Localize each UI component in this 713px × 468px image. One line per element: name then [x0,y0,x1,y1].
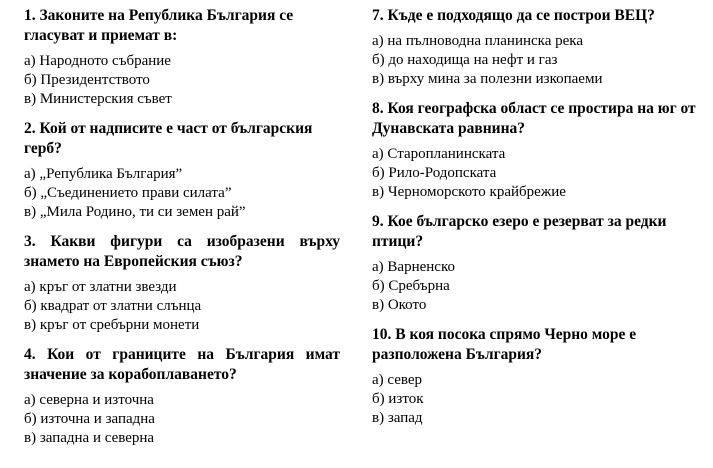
answer-letter: в) [24,317,37,333]
answer-letter: а) [372,146,384,162]
question-2 [24,119,340,222]
answer-a [24,165,340,184]
answer-c [372,70,698,89]
answer-letter: в) [372,71,385,87]
answer-list [372,258,698,315]
answer-c [372,296,698,315]
question-title [372,6,698,26]
question-number: 3. [24,233,36,250]
answer-list [372,32,698,89]
answer-text: Старопланинската [387,146,506,162]
question-text: В коя посока спрямо Черно море е разположена България? [372,326,637,363]
answer-letter: б) [24,298,37,314]
answer-a [372,32,698,51]
answer-letter: в) [24,204,37,220]
answer-list [372,371,698,428]
answer-letter: б) [372,165,385,181]
question-4 [24,345,340,448]
question-title [372,325,698,365]
answer-b [24,297,340,316]
answer-b [372,277,698,296]
question-text: Коя географска област се простира на юг от Дунавската равнина? [372,100,696,137]
question-text: Къде е подходящо да се построи ВЕЦ? [387,7,655,24]
right-column [372,6,698,438]
answer-text: Президентството [40,72,150,88]
answer-text: кръг от сребърни монети [39,317,200,333]
answer-a [24,52,340,71]
answer-text: кръг от златни звезди [39,279,177,295]
question-3 [24,232,340,335]
answer-letter: а) [372,259,384,275]
answer-letter: б) [372,391,385,407]
question-title [372,99,698,139]
answer-list [372,145,698,202]
question-1 [24,6,340,109]
answer-text: Министерския съвет [39,91,172,107]
answer-c [24,90,340,109]
answer-letter: б) [24,411,37,427]
answer-letter: в) [372,184,385,200]
question-7 [372,6,698,89]
question-number: 7. [372,7,384,24]
answer-text: север [387,372,423,388]
answer-letter: в) [372,297,385,313]
answer-text: Варненско [387,259,455,275]
question-title [24,345,340,385]
answer-b [372,51,698,70]
question-title [372,212,698,252]
answer-b [372,390,698,409]
answer-a [372,258,698,277]
answer-b [24,184,340,203]
question-title [24,119,340,159]
answer-letter: б) [372,278,385,294]
answer-text: Сребърна [388,278,450,294]
answer-a [24,391,340,410]
answer-c [372,409,698,428]
question-title [24,6,340,46]
answer-b [24,410,340,429]
question-title [24,232,340,272]
answer-text: северна и източна [39,392,154,408]
answer-a [372,145,698,164]
answer-b [372,164,698,183]
question-text: Кои от границите на България имат значение за корабоплаването? [24,346,340,383]
answer-letter: а) [24,392,36,408]
question-number: 9. [372,213,384,230]
answer-letter: б) [24,72,37,88]
question-number: 10. [372,326,392,343]
answer-text: източна и западна [40,411,155,427]
answer-letter: в) [24,430,37,446]
question-number: 8. [372,100,384,117]
answer-letter: в) [372,410,385,426]
answer-c [372,183,698,202]
answer-c [24,203,340,222]
answer-text: „Република България” [39,166,183,182]
answer-text: Окото [387,297,427,313]
answer-text: до находища на нефт и газ [388,52,558,68]
answer-text: „Мила Родино, ти си земен рай” [39,204,246,220]
answer-text: върху мина за полезни изкопаеми [387,71,603,87]
answer-list [24,278,340,335]
question-text: Законите на Република България се гласуват и приемат в: [24,7,294,44]
question-10 [372,325,698,428]
answer-text: западна и северна [39,430,155,446]
answer-text: запад [387,410,423,426]
answer-letter: а) [24,166,36,182]
answer-c [24,316,340,335]
answer-text: „Съединението прави силата” [40,185,232,201]
question-number: 2. [24,120,36,137]
answer-a [24,278,340,297]
answer-text: изток [388,391,424,407]
question-text: Кой от надписите е част от българския герб? [24,120,313,157]
answer-text: на пълноводна планинска река [387,33,584,49]
answer-list [24,391,340,448]
answer-c [24,429,340,448]
answer-letter: б) [372,52,385,68]
answer-list [24,165,340,222]
answer-text: квадрат от златни слънца [40,298,202,314]
question-text: Какви фигури са изобразени върху знамето на Европейския съюз? [24,233,341,270]
answer-letter: б) [24,185,37,201]
question-number: 4. [24,346,36,363]
left-column [24,6,340,458]
question-number: 1. [24,7,36,24]
answer-text: Рило-Родопската [388,165,497,181]
answer-b [24,71,340,90]
answer-letter: а) [372,33,384,49]
question-8 [372,99,698,202]
answer-letter: в) [24,91,37,107]
answer-a [372,371,698,390]
answer-letter: а) [24,279,36,295]
answer-text: Черноморското крайбрежие [387,184,566,200]
answer-letter: а) [24,53,36,69]
answer-letter: а) [372,372,384,388]
question-text: Кое българско езеро е резерват за редки птици? [372,213,667,250]
question-9 [372,212,698,315]
answer-text: Народното събрание [39,53,171,69]
answer-list [24,52,340,109]
